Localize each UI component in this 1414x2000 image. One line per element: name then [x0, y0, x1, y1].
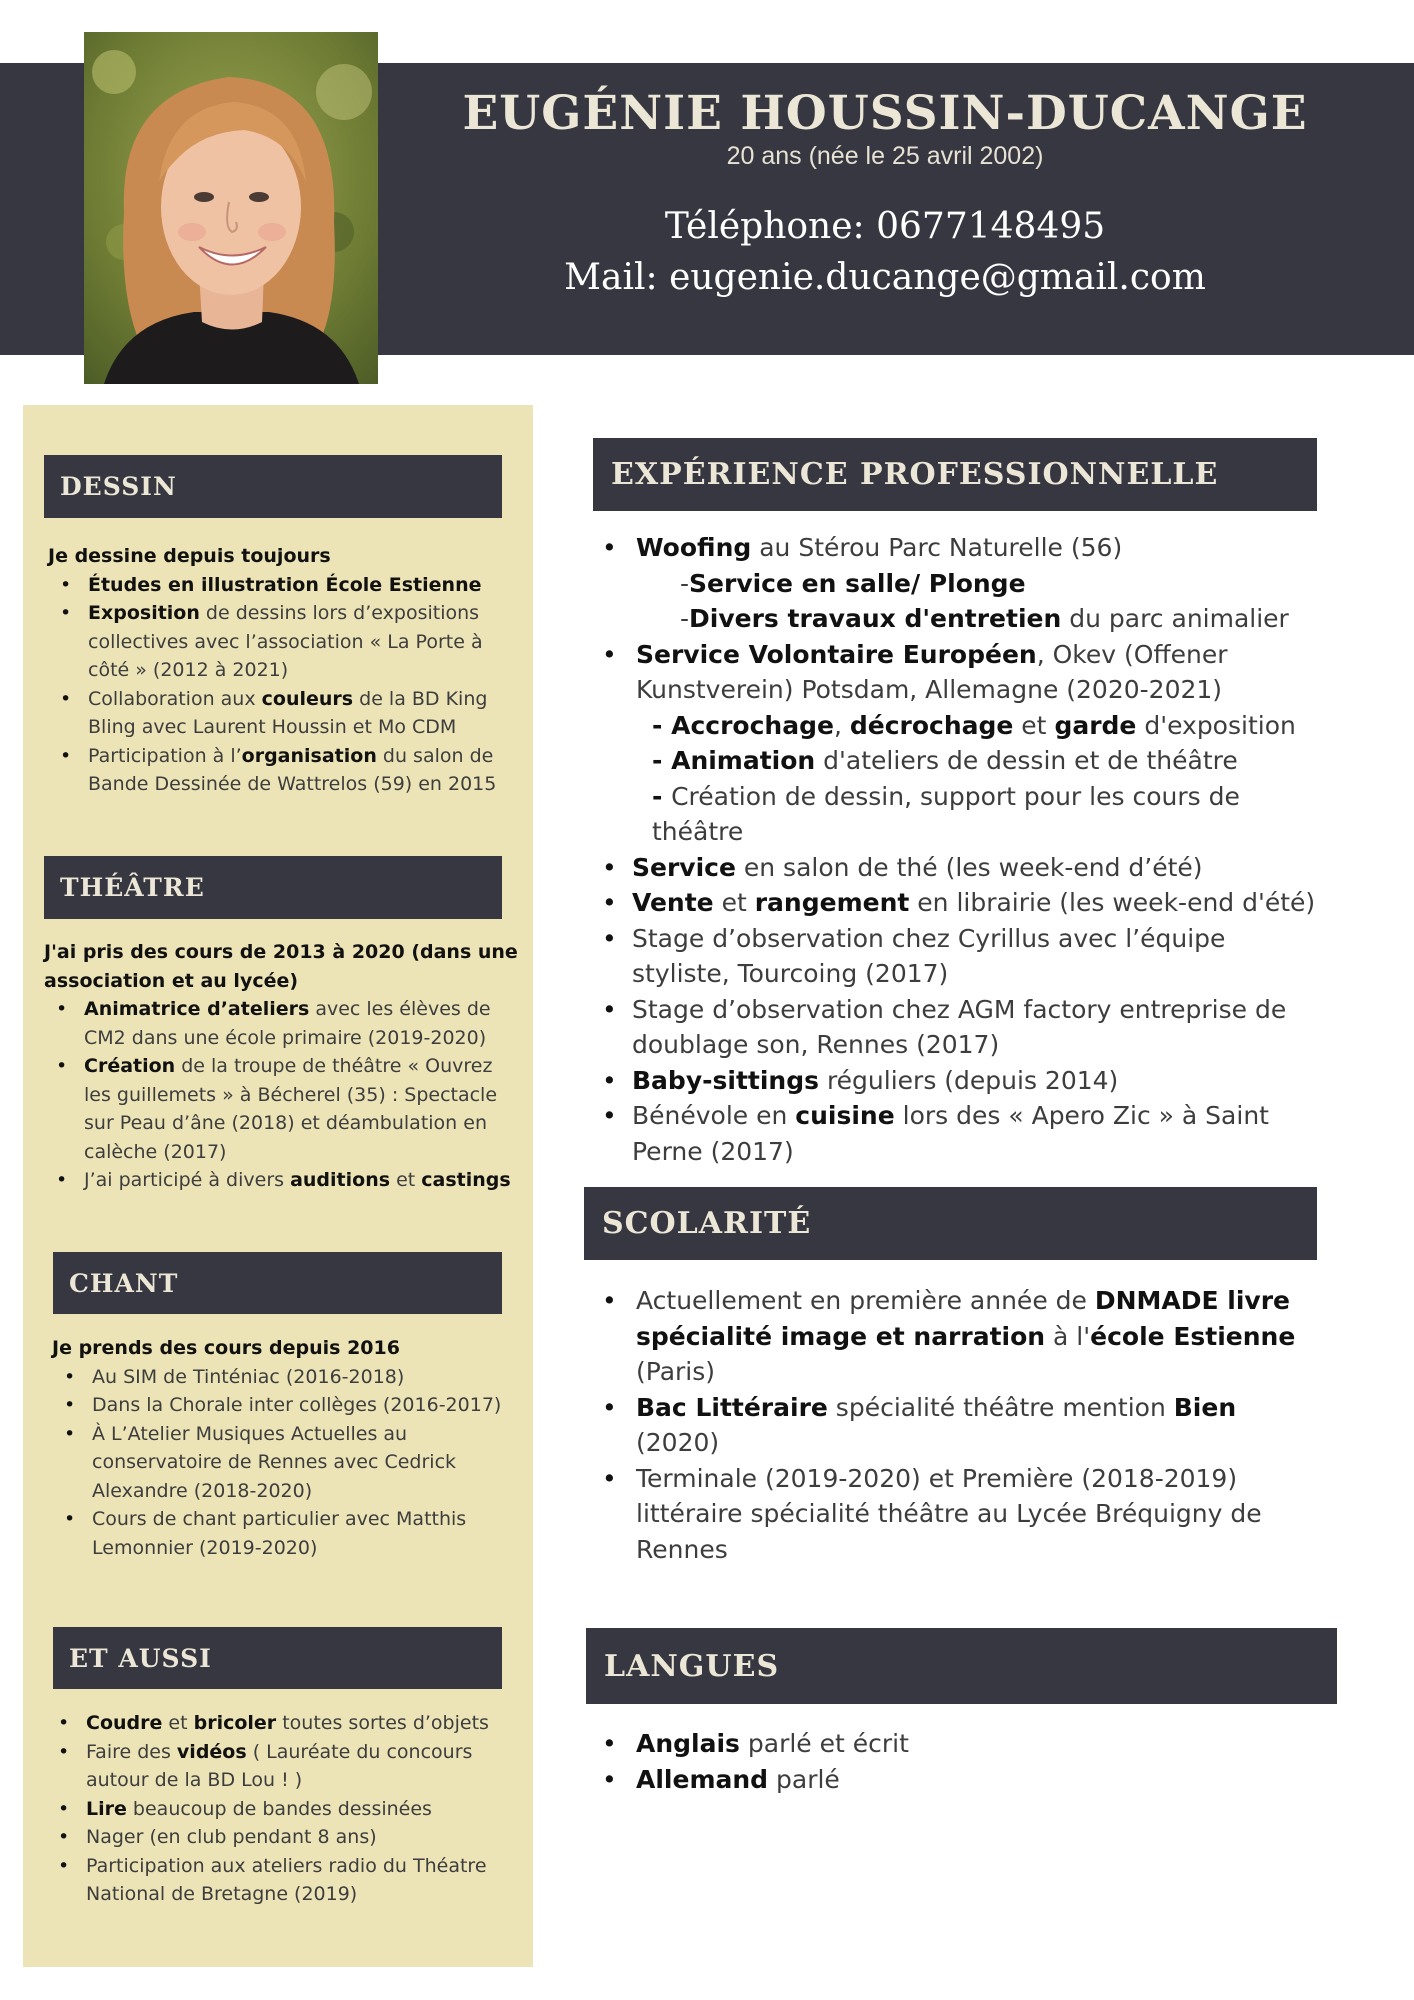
chant-list — [52, 1363, 518, 1563]
candidate-name: EUGÉNIE HOUSSIN-DUCANGE — [462, 86, 1308, 141]
langues-block — [592, 1726, 1292, 1797]
et-aussi-list — [46, 1709, 518, 1909]
experience-list — [592, 530, 1322, 1169]
dessin-list — [48, 571, 518, 799]
list-item: • Études en illustration École Estienne — [48, 571, 518, 600]
list-item: • À L’Atelier Musiques Actuelles au conservatoire de Rennes avec Cedrick Alexandre (2018-2020) — [52, 1420, 518, 1506]
email-address: Mail: eugenie.ducange@gmail.com — [564, 257, 1206, 298]
section-title-theatre: THÉÂTRE — [44, 856, 502, 919]
list-item: • Cours de chant particulier avec Matthis Lemonnier (2019-2020) — [52, 1505, 518, 1562]
section-title-dessin: DESSIN — [44, 455, 502, 518]
list-item: • Bénévole en cuisine lors des « Apero Zic » à Saint Perne (2017) — [592, 1098, 1322, 1169]
theatre-block — [44, 938, 518, 1195]
list-item: • Nager (en club pendant 8 ans) — [46, 1823, 518, 1852]
list-item: • Lire beaucoup de bandes dessinées — [46, 1795, 518, 1824]
sub-item: - Animation d'ateliers de dessin et de théâtre — [652, 746, 1238, 775]
scolarite-block — [592, 1283, 1302, 1567]
list-item: • Service en salon de thé (les week-end d’été) — [592, 850, 1322, 886]
list-item: • Création de la troupe de théâtre « Ouvrez les guillemets » à Bécherel (35) : Spectacle sur Peau d’âne (2018) et déambulation en calèche (2017) — [44, 1052, 518, 1166]
list-item: • Service Volontaire Européen, Okev (Offener Kunstverein) Potsdam, Allemagne (2020-2021) - Accrochage, décrochage et garde d'exposition - Animation d'ateliers de dessin et de théâtre - Création de dessin, support pour les cours de théâtre — [592, 637, 1322, 850]
section-title-langues: LANGUES — [586, 1628, 1337, 1704]
dessin-lead: Je dessine depuis toujours — [48, 545, 331, 567]
list-item: • J’ai participé à divers auditions et castings — [44, 1166, 518, 1195]
list-item: • Dans la Chorale inter collèges (2016-2017) — [52, 1391, 518, 1420]
list-item: • Faire des vidéos ( Lauréate du concours autour de la BD Lou ! ) — [46, 1738, 518, 1795]
theatre-lead: J'ai pris des cours de 2013 à 2020 (dans une association et au lycée) — [44, 941, 518, 992]
chant-block — [52, 1334, 518, 1562]
list-item: • Actuellement en première année de DNMADE livre spécialité image et narration à l'école Estienne (Paris) — [592, 1283, 1302, 1390]
list-item: • Animatrice d’ateliers avec les élèves de CM2 dans une école primaire (2019-2020) — [44, 995, 518, 1052]
section-title-experience: EXPÉRIENCE PROFESSIONNELLE — [593, 438, 1317, 511]
portrait-image — [84, 32, 378, 384]
scolarite-list — [592, 1283, 1302, 1567]
phone-number: Téléphone: 0677148495 — [664, 206, 1106, 247]
list-item: • Participation aux ateliers radio du Théatre National de Bretagne (2019) — [46, 1852, 518, 1909]
list-item: • Bac Littéraire spécialité théâtre mention Bien (2020) — [592, 1390, 1302, 1461]
et-aussi-block — [46, 1709, 518, 1909]
list-item: • Allemand parlé — [592, 1762, 1292, 1798]
section-title-scolarite: SCOLARITÉ — [584, 1187, 1317, 1260]
dessin-block — [48, 542, 518, 799]
list-item: • Baby-sittings réguliers (depuis 2014) — [592, 1063, 1322, 1099]
sub-item: -Service en salle/ Plonge — [680, 568, 1026, 598]
section-title-et-aussi: ET AUSSI — [53, 1627, 502, 1689]
sub-item: -Divers travaux d'entretien du parc animalier — [680, 604, 1289, 633]
theatre-list — [44, 995, 518, 1195]
list-item: • Vente et rangement en librairie (les week-end d'été) — [592, 885, 1322, 921]
list-item: • Terminale (2019-2020) et Première (2018-2019) littéraire spécialité théâtre au Lycée Bréquigny de Rennes — [592, 1461, 1302, 1568]
experience-block — [592, 530, 1322, 1169]
list-item: • Stage d’observation chez Cyrillus avec l’équipe styliste, Tourcoing (2017) — [592, 921, 1322, 992]
section-title-chant: CHANT — [53, 1252, 502, 1314]
list-item: • Exposition de dessins lors d’expositions collectives avec l’association « La Porte à côté » (2012 à 2021) — [48, 599, 518, 685]
list-item: • Collaboration aux couleurs de la BD King Bling avec Laurent Houssin et Mo CDM — [48, 685, 518, 742]
langues-list — [592, 1726, 1292, 1797]
profile-photo — [84, 32, 378, 384]
list-item: • Au SIM de Tinténiac (2016-2018) — [52, 1363, 518, 1392]
list-item: • Coudre et bricoler toutes sortes d’objets — [46, 1709, 518, 1738]
sub-item: - Accrochage, décrochage et garde d'exposition — [652, 710, 1296, 740]
list-item: • Stage d’observation chez AGM factory entreprise de doublage son, Rennes (2017) — [592, 992, 1322, 1063]
list-item: • Woofing au Stérou Parc Naturelle (56) -Service en salle/ Plonge -Divers travaux d'entretien du parc animalier — [592, 530, 1322, 637]
list-item: • Participation à l’organisation du salon de Bande Dessinée de Wattrelos (59) en 2015 — [48, 742, 518, 799]
candidate-age: 20 ans (née le 25 avril 2002) — [726, 142, 1044, 170]
list-item: • Anglais parlé et écrit — [592, 1726, 1292, 1762]
chant-lead: Je prends des cours depuis 2016 — [52, 1337, 400, 1359]
sub-item: - Création de dessin, support pour les cours de théâtre — [652, 781, 1240, 846]
